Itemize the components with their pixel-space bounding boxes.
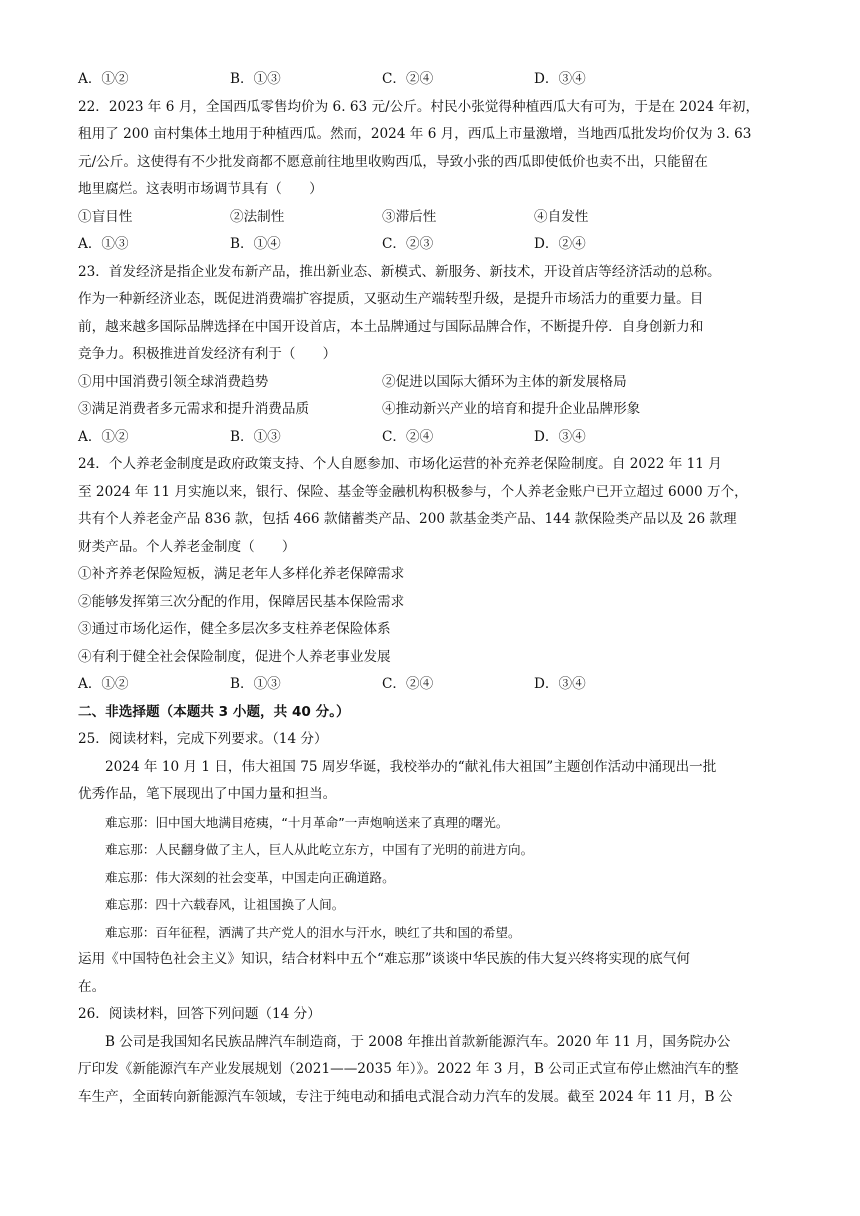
q23-item: ②促进以国际大循环为主体的新发展格局 [382, 373, 627, 390]
q24-option-c: C．②④ [382, 676, 434, 692]
q22-options [78, 231, 790, 259]
q25-poem [78, 809, 790, 947]
q21-option-b: B．①③ [230, 71, 281, 87]
q23-option-d: D．③④ [534, 428, 586, 445]
section-title: 二、非选择题（本题共 3 小题，共 40 分。） [78, 703, 350, 720]
q21-option-a: A．①② [78, 71, 129, 87]
q26-material-line: 车生产，全面转向新能源汽车领域，专注于纯电动和插电式混合动力汽车的发展。截至 2024 年 11 月，B 公 [78, 1088, 733, 1105]
q22-item: ①盲目性 [78, 208, 133, 225]
q25-heading: 25．阅读材料，完成下列要求。（14 分） [78, 731, 328, 747]
q23-stem-line: 作为一种新经济业态，既促进消费端扩容提质，又驱动生产端转型升级，是提升市场活力的重要力量。目 [78, 291, 704, 307]
q24-stem-line: 共有个人养老金产品 836 款，包括 466 款储蓄类产品、200 款基金类产品、144 款保险类产品以及 26 款理 [78, 511, 737, 527]
q25-poem-line: 难忘那：伟大深刻的社会变革，中国走向正确道路。 [105, 869, 395, 885]
q22-stem-line: 22．2023 年 6 月，全国西瓜零售均价为 6. 63 元/公斤。村民小张觉得种植西瓜大有可为，于是在 2024 年初， [78, 98, 760, 115]
q21-option-d: D．③④ [534, 71, 586, 87]
q24-option-a: A．①② [78, 676, 129, 692]
question-26 [78, 1001, 790, 1111]
q23-option-b: B．①③ [230, 428, 281, 445]
q24-stem-line: 至 2024 年 11 月实施以来，银行、保险、基金等金融机构积极参与，个人养老金账户已开立超过 6000 万个， [78, 483, 748, 500]
q23-stem-line: 23．首发经济是指企业发布新产品，推出新业态、新模式、新服务、新技术，开设首店等经济活动的总称。 [78, 263, 721, 280]
q22-option-a: A．①③ [78, 236, 129, 252]
question-25 [78, 726, 790, 1001]
q24-item: ①补齐养老保险短板，满足老年人多样化养老保障需求 [78, 566, 405, 582]
q22-item: ③滞后性 [382, 208, 437, 225]
q23-options [78, 424, 790, 452]
q23-stem-line: 前，越来越多国际品牌选择在中国开设首店，本土品牌通过与国际品牌合作，不断提升停．自身创新力和 [78, 318, 704, 335]
q22-items [78, 204, 790, 232]
question-23 [78, 259, 790, 452]
q22-item: ④自发性 [534, 208, 589, 225]
q23-option-c: C．②④ [382, 428, 434, 445]
q25-poem-line: 难忘那：人民翻身做了主人，巨人从此屹立东方，中国有了光明的前进方向。 [105, 842, 534, 857]
q22-option-b: B．①④ [230, 236, 281, 252]
q22-stem-line: 元/公斤。这使得有不少批发商都不愿意前往地里收购西瓜，导致小张的西瓜即使低价也卖不出，只能留在 [78, 153, 708, 170]
q24-stem-line: 财类产品。个人养老金制度（ ） [78, 538, 296, 555]
q24-option-b: B．①③ [230, 676, 281, 692]
q22-item: ②法制性 [230, 208, 285, 225]
q22-option-c: C．②③ [382, 236, 434, 252]
q24-item: ③通过市场化运作，健全多层次多支柱养老保险体系 [78, 621, 391, 637]
q26-material-line: 厅印发《新能源汽车产业发展规划（2021——2035 年）》。2022 年 3 月，B 公司正式宣布停止燃油汽车的整 [78, 1061, 739, 1077]
q23-stem-line: 竞争力。积极推进首发经济有利于（ ） [78, 346, 337, 362]
q25-material-line: 优秀作品，笔下展现出了中国力量和担当。 [78, 786, 337, 802]
question-22 [78, 94, 790, 259]
q24-stem-line: 24．个人养老金制度是政府政策支持、个人自愿参加、市场化运营的补充养老保险制度。自 2022 年 11 月 [78, 456, 722, 472]
q23-option-a: A．①② [78, 428, 129, 445]
q21-option-c: C．②④ [382, 71, 434, 87]
question-24 [78, 451, 790, 699]
exam-page [78, 66, 790, 1111]
q23-item: ③满足消费者多元需求和提升消费品质 [78, 401, 310, 417]
q25-ask-line: 在。 [78, 978, 106, 995]
q22-option-d: D．②④ [534, 236, 586, 252]
q25-poem-line: 难忘那：四十六载春风，让祖国换了人间。 [105, 897, 345, 912]
q25-material-line: 2024 年 10 月 1 日，伟大祖国 75 周岁华诞，我校举办的“献礼伟大祖国”主题创作活动中涌现出一批 [105, 758, 717, 775]
q23-item: ①用中国消费引领全球消费趋势 [78, 373, 269, 390]
q26-material-line: B 公司是我国知名民族品牌汽车制造商，于 2008 年推出首款新能源汽车。2020 年 11 月，国务院办公 [105, 1033, 731, 1050]
q24-item: ④有利于健全社会保险制度，促进个人养老事业发展 [78, 648, 391, 665]
q23-item: ④推动新兴产业的培育和提升企业品牌形象 [382, 401, 641, 417]
q25-ask-line: 运用《中国特色社会主义》知识，结合材料中五个“难忘那”谈谈中华民族的伟大复兴终将实现的底气何 [78, 951, 691, 967]
q25-poem-line: 难忘那：百年征程，洒满了共产党人的泪水与汗水，映红了共和国的希望。 [105, 924, 521, 940]
q25-poem-line: 难忘那：旧中国大地满目疮痍，“十月革命”一声炮响送来了真理的曙光。 [105, 814, 509, 830]
q24-options [78, 671, 790, 699]
q24-item: ②能够发挥第三次分配的作用，保障居民基本保险需求 [78, 593, 405, 610]
q24-option-d: D．③④ [534, 676, 586, 692]
q22-stem-line: 地里腐烂。这表明市场调节具有（ ） [78, 181, 323, 197]
q23-items-row [78, 369, 790, 397]
q26-heading: 26．阅读材料，回答下列问题（14 分） [78, 1006, 321, 1022]
q21-options [78, 66, 790, 94]
q23-items-row [78, 396, 790, 424]
q22-stem-line: 租用了 200 亩村集体土地用于种植西瓜。然而，2024 年 6 月，西瓜上市量激增，当地西瓜批发均价仅为 3. 63 [78, 126, 752, 142]
